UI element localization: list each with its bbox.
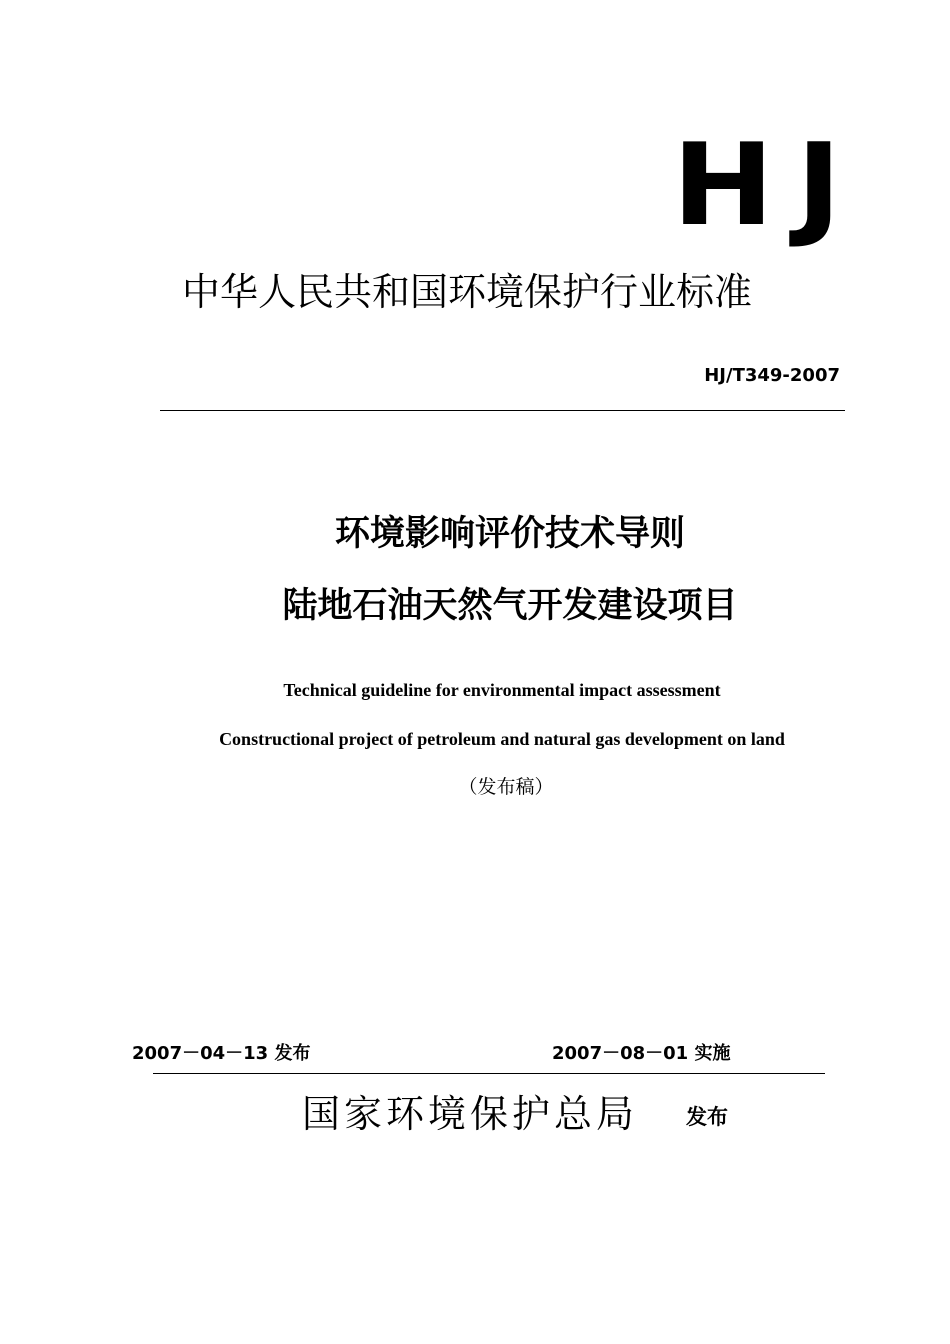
issuer-name: 国家环境保护总局 bbox=[302, 1092, 639, 1136]
issued-label: 发布 bbox=[686, 1105, 728, 1129]
implementation-date: 2007－08－01 实施 bbox=[552, 1043, 731, 1064]
draft-label: （发布稿） bbox=[458, 776, 554, 798]
top-divider bbox=[160, 410, 845, 411]
title-en-line2: Constructional project of petroleum and natural gas development on land bbox=[219, 729, 785, 749]
hj-logo: HJ bbox=[672, 118, 864, 251]
title-cn-line1: 环境影响评价技术导则 bbox=[334, 514, 685, 554]
title-en-line1: Technical guideline for environmental impact assessment bbox=[283, 680, 721, 700]
standard-number: HJ/T349-2007 bbox=[704, 365, 840, 386]
release-date: 2007－04－13 发布 bbox=[132, 1043, 311, 1064]
title-cn-line2: 陆地石油天然气开发建设项目 bbox=[282, 586, 738, 626]
bottom-divider bbox=[153, 1073, 825, 1074]
industry-standard-title: 中华人民共和国环境保护行业标准 bbox=[182, 270, 753, 314]
